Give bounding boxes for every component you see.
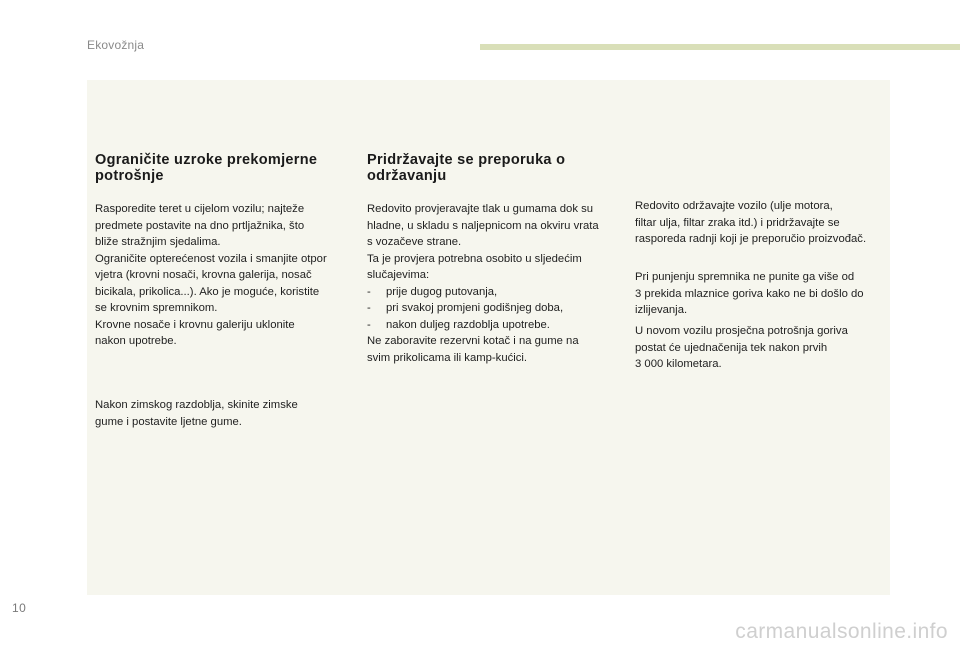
list-item: - pri svakoj promjeni godišnjeg doba, xyxy=(367,302,564,314)
tyre-pressure-paragraph: Redovito provjeravajte tlak u gumama dok su hladne, u skladu s naljepnicom na okviru vrata s vozačeve strane. Ta je provjera potrebna osobito u sljedećim slučajevima: - prije dugog putovanja, - pri svakoj promjeni godišnjeg doba, - nakon duljeg razdoblja upotrebe. Ne zaboravite rezervni kotač i na gume na svim prikolicama ili kamp-kućici. xyxy=(367,201,622,366)
column-fuel-consumption xyxy=(95,152,350,350)
winter-tyres-paragraph: Nakon zimskog razdoblja, skinite zimske gume i postavite ljetne gume. xyxy=(95,399,298,428)
page-number: 10 xyxy=(12,601,27,615)
section-title: Ekovožnja xyxy=(87,38,145,52)
column-maintenance xyxy=(367,152,622,366)
watermark: carmanualsonline.info xyxy=(735,620,948,643)
service-schedule-paragraph: Redovito održavajte vozilo (ulje motora, filtar ulja, filtar zraka itd.) i pridržavajte se rasporeda radnji koji je preporučio proizvođač. xyxy=(635,200,867,245)
list-item: - nakon duljeg razdoblja upotrebe. xyxy=(367,318,550,331)
load-distribution-paragraph: Rasporedite teret u cijelom vozilu; najteže predmete postavite na dno prtljažnika, što bliže stražnjim sjedalima. Ograničite opterećenost vozila i smanjite otpor vjetra (krovni nosači, krovna galerija, nosač bicikala, prikolica...). Ako je moguće, koristite se krovnim spremnikom. Krovne nosače i krovnu galeriju uklonite nakon upotrebe. xyxy=(95,203,327,347)
header-accent-bar xyxy=(480,44,960,50)
heading-limit-consumption: Ograničite uzroke prekomjerne potrošnje xyxy=(95,152,318,184)
refuelling-paragraph: Pri punjenju spremnika ne punite ga više od 3 prekida mlaznice goriva kako ne bi došlo do izlijevanja. xyxy=(635,271,864,316)
new-vehicle-paragraph: U novom vozilu prosječna potrošnja goriva postat će ujednačenija tek nakon prvih 3 000 kilometara. xyxy=(635,325,848,370)
heading-maintenance: Pridržavajte se preporuka o održavanju xyxy=(367,152,566,184)
list-item: - prije dugog putovanja, xyxy=(367,285,498,298)
